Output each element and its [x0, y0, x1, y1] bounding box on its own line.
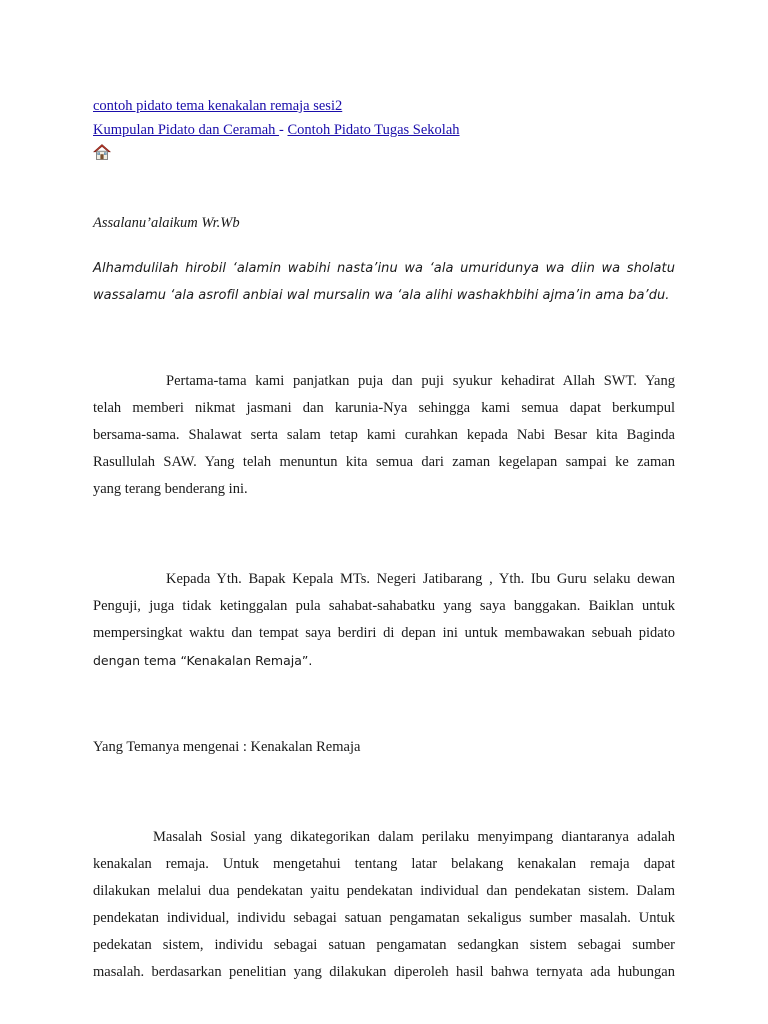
paragraph-line: kenakalan remaja. Untuk mengetahui tentang latar belakang kenakalan remaja dapat: [93, 856, 675, 872]
paragraph-line: yang terang benderang ini.: [93, 481, 248, 497]
category-link[interactable]: Kumpulan Pidato dan Ceramah: [93, 122, 280, 138]
paragraph-opening: [93, 368, 675, 503]
breadcrumb: [93, 118, 675, 142]
opening-prayer-line-2: wassalamu ‘ala asrofil anbiai wal mursalin wa ‘ala alihi washakhbihi ajma’in ama ba’du.: [93, 288, 670, 303]
subcategory-link[interactable]: Contoh Pidato Tugas Sekolah: [287, 122, 460, 138]
paragraph-line: Penguji, juga tidak ketinggalan pula sahabat-sahabatku yang saya banggakan. Baiklan untuk: [93, 598, 675, 614]
paragraph-line: Pertama-tama kami panjatkan puja dan puji syukur kehadirat Allah SWT. Yang: [166, 373, 675, 389]
paragraph-line: Masalah Sosial yang dikategorikan dalam perilaku menyimpang diantaranya adalah: [153, 829, 675, 845]
paragraph-address: [93, 566, 675, 674]
breadcrumb-separator: -: [279, 122, 284, 138]
paragraph-line: Rasullulah SAW. Yang telah menuntun kita semua dari zaman kegelapan sampai ke zaman: [93, 454, 675, 470]
document-page: [93, 94, 675, 980]
paragraph-social-issue: [93, 824, 675, 986]
paragraph-line: pedekatan sistem, individu sebagai satuan pengamatan sedangkan sistem sebagai sumber: [93, 937, 675, 953]
theme-heading: Yang Temanya mengenai : Kenakalan Remaja: [93, 739, 361, 755]
paragraph-line: dengan tema “Kenakalan Remaja”.: [93, 653, 313, 668]
home-icon[interactable]: [93, 143, 111, 161]
paragraph-line: masalah. berdasarkan penelitian yang dilakukan diperoleh hasil bahwa ternyata ada hubungan: [93, 964, 675, 980]
opening-prayer: [93, 255, 675, 309]
paragraph-line: bersama-sama. Shalawat serta salam tetap kami curahkan kepada Nabi Besar kita Baginda: [93, 427, 675, 443]
paragraph-line: dilakukan melalui dua pendekatan yaitu pendekatan individual dan pendekatan sistem. Dalam: [93, 883, 675, 899]
greeting: Assalanu’alaikum Wr.Wb: [93, 215, 240, 231]
paragraph-line: telah memberi nikmat jasmani dan karunia-Nya sehingga kami semua dapat berkumpul: [93, 400, 675, 416]
title-link-row: [93, 94, 675, 118]
paragraph-line: mempersingkat waktu dan tempat saya berdiri di depan ini untuk membawakan sebuah pidato: [93, 625, 675, 641]
paragraph-line: pendekatan individual, individu sebagai satuan pengamatan sekaligus sumber masalah. Untuk: [93, 910, 675, 926]
opening-prayer-line-1: Alhamdulilah hirobil ‘alamin wabihi nasta’inu wa ‘ala umuridunya wa diin wa sholatu: [93, 261, 675, 276]
title-link[interactable]: contoh pidato tema kenakalan remaja sesi2: [93, 98, 343, 114]
paragraph-line: Kepada Yth. Bapak Kepala MTs. Negeri Jatibarang , Yth. Ibu Guru selaku dewan: [166, 571, 675, 587]
